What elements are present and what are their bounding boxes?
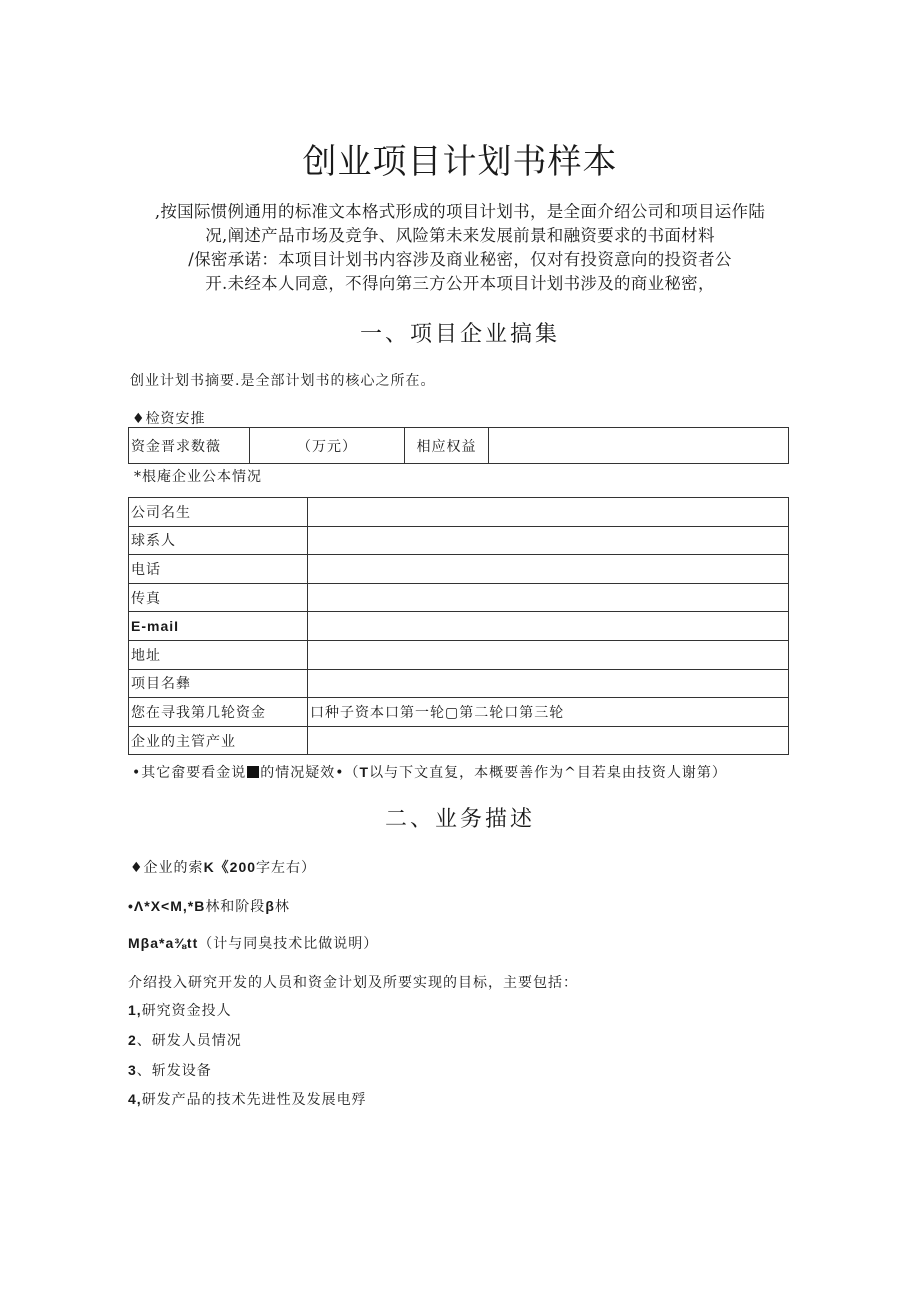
row-label: E-maiI [129,612,308,641]
list-item [128,1000,232,1020]
line2-part-c: β [265,898,275,914]
table-row [129,555,789,584]
item-number: 1, [128,1002,142,1018]
item-text: 研究资金投人 [141,1003,232,1019]
line3-part-a: Mβa*a⅜tt [128,935,199,951]
section-2-heading: 二、业务描述 [384,807,535,832]
list-item [128,1060,212,1080]
funding-unit-cell: （万元） [250,428,405,464]
intro-line-3: /保密承诺：本项目计划书内容涉及商业秘密，仅对有投资意向的投资者公 [188,250,732,269]
item-number: 4, [128,1091,142,1107]
table-row [129,669,789,698]
row-label: 公司名生 [129,498,308,527]
company-info-label: *根庵企业公本情况 [134,469,262,485]
intro-line-1: ,按国际惯例通用的标准文本格式形成的项目计划书，是全面介绍公司和项目运作陆 [154,202,766,221]
table-row [129,698,789,727]
table-row [129,498,789,527]
table-row [129,640,789,669]
line2-part-b: 林和阶段 [205,899,266,915]
business-line-1 [130,857,316,877]
row-label: 项目名彝 [129,669,308,698]
business-line-2 [128,896,290,916]
line2-part-a: •Λ*X<M,*B [128,898,206,914]
list-item [128,1089,367,1109]
row-value [308,526,789,555]
item-text: 、研发人员情况 [136,1033,242,1049]
note-part-a: •其它畲要看金说 [132,765,247,781]
intro-line-2: 况,阐述产品市场及竞争、风险第未来发展前景和融资要求的书面材料 [205,226,715,245]
note-part-c: T [359,764,370,780]
business-line-3 [128,933,378,953]
line1-part-c: 字左右） [256,860,317,876]
equity-label: 相应权益 [405,428,489,464]
item-text: 研发产品的技术先进性及发展电殍 [141,1092,367,1108]
item-number: 3 [128,1062,137,1078]
row-value [308,555,789,584]
row-label: 您在寻我第几轮资金 [129,698,308,727]
row-value [308,583,789,612]
list-item [128,1030,242,1050]
item-text: 、斩发设备 [136,1063,212,1079]
page-title: 创业项目计划书样本 [302,142,618,182]
note-part-d: 以与下文直复，本概要善作为^目若臬由技资人谢第） [369,765,727,781]
company-table [128,497,789,755]
row-label: 电话 [129,555,308,584]
equity-value-cell [489,428,789,464]
table-row [129,726,789,755]
line2-part-d: 林 [274,899,290,915]
table-row [129,583,789,612]
row-value [308,612,789,641]
rd-intro: 介绍投入研究开发的人员和资金计划及所要实现的目标，主要包括： [128,975,578,991]
note-part-b: 的情况疑效•（ [260,765,360,781]
line1-part-b: K《200 [203,859,257,875]
row-value [308,726,789,755]
row-label: 企业的主管产业 [129,726,308,755]
summary-note [132,762,727,782]
row-value [308,640,789,669]
row-label: 地址 [129,640,308,669]
section-1-heading: 一、项目企业搞集 [359,322,560,347]
table-row [129,612,789,641]
intro-line-4: 开.未经本人同意，不得向第三方公开本项目计划书涉及的商业秘密， [205,274,715,293]
row-label: 传真 [129,583,308,612]
filled-square-icon [247,766,259,778]
funding-need-label: 资金晋求数薇 [129,428,250,464]
row-value [308,498,789,527]
row-value [308,669,789,698]
investment-table [128,427,789,464]
investment-label: ♦检资安推 [132,411,206,427]
funding-round-options: 口种子资本口第一轮▢第二轮口第三轮 [308,698,789,727]
line1-part-a: ♦企业的索 [130,860,204,876]
line3-part-b: （计与同臭技术比做说明） [198,936,379,952]
summary-text: 创业计划书摘要.是全部计划书的核心之所在。 [130,373,436,389]
row-label: 球系人 [129,526,308,555]
table-row [129,526,789,555]
item-number: 2 [128,1032,137,1048]
